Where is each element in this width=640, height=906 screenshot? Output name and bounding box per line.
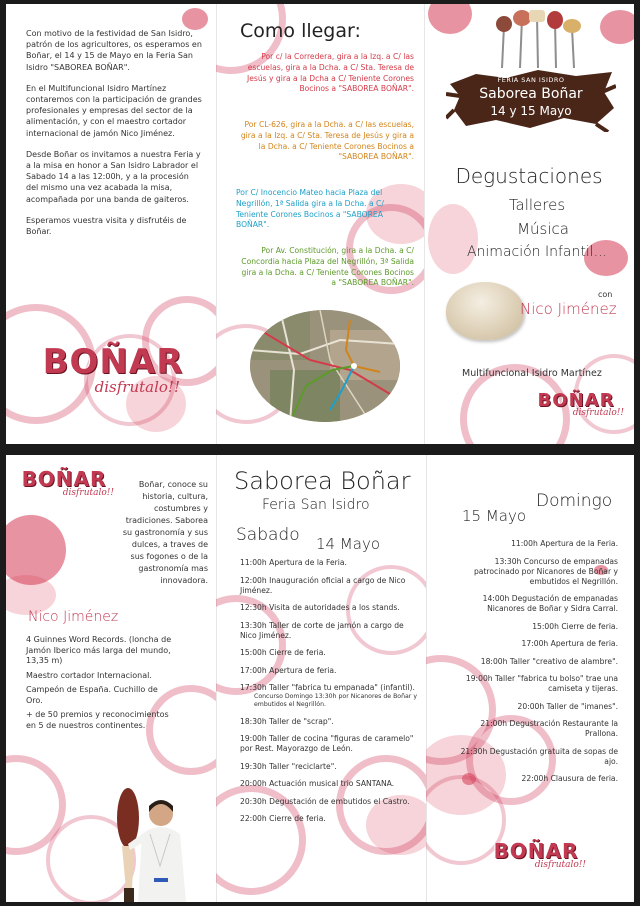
chef-panel — [6, 455, 216, 902]
logo-word: BOÑAR — [42, 342, 184, 382]
schedule-time: 18:30h — [240, 716, 267, 726]
schedule-time: 12:30h — [240, 603, 267, 612]
schedule-text: Degustación gratuita de sopas de ajo. — [489, 746, 618, 766]
sunday-label: Domingo — [536, 491, 613, 511]
schedule-time: 17:30h — [240, 683, 267, 692]
schedule-item — [240, 648, 418, 658]
schedule-text: Taller "fabrica tu bolso" trae una camiseta y tijeras. — [495, 674, 618, 693]
fair-sign — [446, 66, 616, 132]
activity-degustaciones: Degustaciones — [455, 164, 603, 188]
schedule-text: Taller de "imanes". — [546, 701, 618, 711]
wine-splash — [182, 8, 208, 30]
schedule-item — [240, 666, 418, 676]
route-blue: Por C/ Inocencio Mateo hacia Plaza del Negrillón, 1ª Salida gira a la Dcha. a C/ Teniente Corones Bocinos a "SABOREA BOÑAR". — [236, 188, 384, 230]
schedule-item — [454, 639, 618, 649]
schedule-text: Actuación musical trio SANTANA. — [269, 779, 395, 788]
schedule-time: 17:00h — [521, 639, 549, 648]
bonar-logo — [28, 342, 198, 396]
intro-paragraph: Con motivo de la festividad de San Isidro, patrón de los agricultores, os esperamos en Boñar, el 14 y 15 de Mayo en la Feria San Isidro "SABOREA BOÑAR". — [26, 29, 202, 72]
schedule-item — [240, 779, 418, 789]
schedule-time: 13:30h — [240, 620, 267, 630]
schedule-item — [454, 774, 618, 784]
schedule-item — [240, 683, 418, 709]
sunday-schedule — [454, 539, 618, 792]
schedule-text: Apertura de feria. — [550, 639, 618, 648]
schedule-item — [454, 594, 618, 614]
schedule-text: Taller de cocina "figuras de caramelo" por Rest. Mayorazgo de León. — [240, 734, 414, 753]
wine-splash — [600, 10, 634, 44]
brochure-outside — [6, 4, 634, 444]
bio-item: Campeón de España. Cuchillo de Oro. — [26, 685, 158, 705]
schedule-item — [454, 702, 618, 712]
schedule-text: Inauguración oficial a cargo de Nico Jiménez. — [240, 575, 406, 595]
schedule-item — [240, 717, 418, 727]
schedule-text: Cierre de feria. — [561, 621, 618, 631]
schedule-time: 22:00h — [521, 774, 549, 783]
schedule-text: Degustración Restaurante la Prallona. — [509, 719, 618, 738]
chef-photo — [114, 770, 202, 902]
wine-splash — [6, 515, 66, 585]
schedule-text: Visita de autoridades a los stands. — [269, 603, 400, 612]
schedule-time: 13:30h — [494, 556, 522, 566]
saturday-panel — [216, 455, 426, 902]
saturday-label: Sabado — [236, 525, 300, 545]
schedule-time: 22:00h — [240, 814, 267, 823]
sign-top-text: FERIA SAN ISIDRO — [497, 76, 565, 84]
schedule-text: Apertura de la Feria. — [269, 558, 347, 567]
schedule-item — [240, 576, 418, 596]
saturday-schedule — [240, 558, 418, 832]
schedule-item — [240, 558, 418, 568]
schedule-time: 14:00h — [482, 594, 510, 603]
logo-tagline: disfrutalo!! — [94, 378, 180, 396]
schedule-time: 17:00h — [240, 665, 267, 675]
schedule-text: Apertura de feria. — [269, 665, 337, 675]
schedule-text: Degustación de embutidos el Castro. — [269, 796, 410, 806]
schedule-text: Apertura de la Feria. — [540, 539, 618, 548]
schedule-text: Degustación de empanadas Nicanores de Boñar y Sidra Carral. — [487, 594, 618, 613]
schedule-time: 21:00h — [480, 719, 508, 728]
schedule-time: 15:00h — [532, 621, 559, 631]
bonar-logo — [528, 390, 624, 418]
saturday-date: 14 Mayo — [316, 535, 381, 553]
schedule-time: 12:00h — [240, 575, 267, 585]
bio-item: 4 Guinnes Word Records. (loncha de Jamón Iberico más larga del mundo, 13,35 m) — [26, 635, 172, 665]
schedule-time: 15:00h — [240, 648, 267, 657]
schedule-text: Cierre de feria. — [269, 648, 326, 657]
bonar-logo — [14, 467, 114, 498]
route-red: Por c/ la Corredera, gira a la Izq. a C/ las escuelas, gira a la Dcha. a C/ Sta. Teresa de Jesús y gira a la Dcha a C/ Teniente Corones Bocinos a "SABOREA BOÑAR". — [246, 52, 414, 94]
bread-image — [446, 282, 524, 340]
schedule-text: Clausura de feria. — [550, 774, 618, 783]
bonar-intro: Boñar, conoce su historia, cultura, costumbres y tradiciones. Saborea su gastronomía y sus dulces, a traves de sus fogones o de la gastronomía mas innovadora. — [122, 480, 208, 585]
schedule-item — [454, 719, 618, 739]
schedule-time: 20:00h — [517, 701, 545, 711]
map-graphic — [250, 310, 400, 422]
schedule-text: Taller "reciclarte". — [269, 761, 337, 771]
forks-food-icon — [482, 8, 592, 68]
program-title: Saborea Boñar — [234, 467, 411, 495]
directions-title: Como llegar: — [240, 20, 361, 42]
chef-name: Nico Jiménez — [28, 609, 119, 625]
logo-tagline: disfrutalo!! — [534, 860, 586, 870]
bonar-logo — [486, 839, 586, 870]
sign-dates: 14 y 15 Mayo — [490, 104, 572, 118]
brochure-inside — [6, 455, 634, 902]
schedule-item — [454, 657, 618, 667]
route-map — [250, 310, 400, 422]
schedule-note: Concurso Domingo 13:30h por Nicanores de Boñar y embutidos el Negrillón. — [254, 693, 417, 708]
schedule-item — [454, 674, 618, 694]
intro-panel — [6, 4, 216, 444]
schedule-item — [240, 762, 418, 772]
con-label: con — [598, 290, 613, 299]
logo-word: BOÑAR — [537, 390, 615, 411]
schedule-text: Taller "fabrica tu empanada" (infantil). — [269, 683, 415, 692]
schedule-time: 19:00h — [465, 674, 493, 683]
sunday-date: 15 Mayo — [462, 507, 527, 525]
route-orange: Por CL-626, gira a la Dcha. a C/ las escuelas, gira a la Izq. a C/ Sta. Teresa de Jesús y gira a la Dcha. a C/ Teniente Corones Bocinos a "SABOREA BOÑAR". — [240, 120, 414, 162]
schedule-time: 19:00h — [240, 734, 267, 743]
schedule-text: Taller de "scrap". — [269, 716, 334, 726]
activity-talleres: Talleres — [508, 196, 566, 214]
schedule-time: 20:30h — [240, 796, 267, 806]
logo-word: BOÑAR — [493, 839, 579, 863]
logo-tagline: disfrutalo!! — [62, 488, 114, 498]
schedule-item — [240, 814, 418, 824]
guest-name: Nico Jiménez — [520, 300, 617, 318]
route-green: Por Av. Constitución, gira a la Dcha. a C/ Concordia hacia Plaza del Negrillón, 3ª Salida gira a la Dcha. a C/ Teniente Corones Bocinos a "SABOREA BOÑAR". — [241, 246, 414, 288]
program-subtitle: Feria San Isidro — [262, 497, 370, 513]
bio-item: + de 50 premios y reconocimientos en 5 de nuestros continentes. — [26, 710, 169, 730]
schedule-item — [240, 797, 418, 807]
schedule-item — [240, 621, 418, 641]
activity-musica: Música — [517, 220, 569, 238]
activity-animacion: Animación Infantil... — [466, 244, 608, 260]
wine-splash — [428, 4, 472, 34]
schedule-item — [454, 557, 618, 587]
wine-splash — [428, 204, 478, 274]
sign-title: Saborea Boñar — [479, 86, 583, 102]
directions-panel — [216, 4, 424, 444]
sunday-panel — [426, 455, 634, 902]
venue-name: Multifuncional Isidro Martínez — [462, 368, 602, 379]
schedule-time: 21:30h — [460, 746, 488, 756]
schedule-time: 11:00h — [240, 558, 267, 567]
schedule-item — [454, 747, 618, 767]
schedule-text: Concurso de empanadas patrocinado por Nicanores de Boñar y embutidos el Negrillón. — [473, 556, 618, 586]
schedule-item — [240, 734, 418, 754]
chef-bio — [26, 635, 176, 731]
schedule-time: 11:00h — [511, 539, 538, 548]
schedule-text: Cierre de feria. — [269, 814, 326, 823]
schedule-time: 20:00h — [240, 779, 267, 788]
intro-paragraph: Desde Boñar os invitamos a nuestra Feria y a la misa en honor a San Isidro Labrador el Sabado 14 a las 12:00h, y a la procesión del mismo una vez acabada la misa, acompañada por una banda de gaiteros. — [26, 149, 201, 204]
schedule-time: 19:30h — [240, 761, 267, 771]
intro-paragraph: Esperamos vuestra visita y disfrutéis de Boñar. — [26, 215, 187, 237]
intro-text — [26, 28, 202, 247]
schedule-item — [454, 539, 618, 549]
schedule-text: Taller de corte de jamón a cargo de Nico Jiménez. — [240, 620, 404, 640]
cover-panel — [424, 4, 634, 444]
logo-word: BOÑAR — [21, 467, 107, 491]
schedule-time: 18:00h — [480, 656, 508, 666]
logo-tagline: disfrutalo!! — [572, 408, 624, 418]
intro-paragraph: En el Multifuncional Isidro Martínez contaremos con la participación de grandes profesionales y empresas del sector de la alimentación, y con el maestro cortador internacional de jamón Nico Jiménez. — [26, 83, 202, 138]
schedule-text: Taller "creativo de alambre". — [509, 656, 618, 666]
bio-item: Maestro cortador Internacional. — [26, 670, 152, 680]
schedule-item — [454, 622, 618, 632]
schedule-item — [240, 603, 418, 613]
